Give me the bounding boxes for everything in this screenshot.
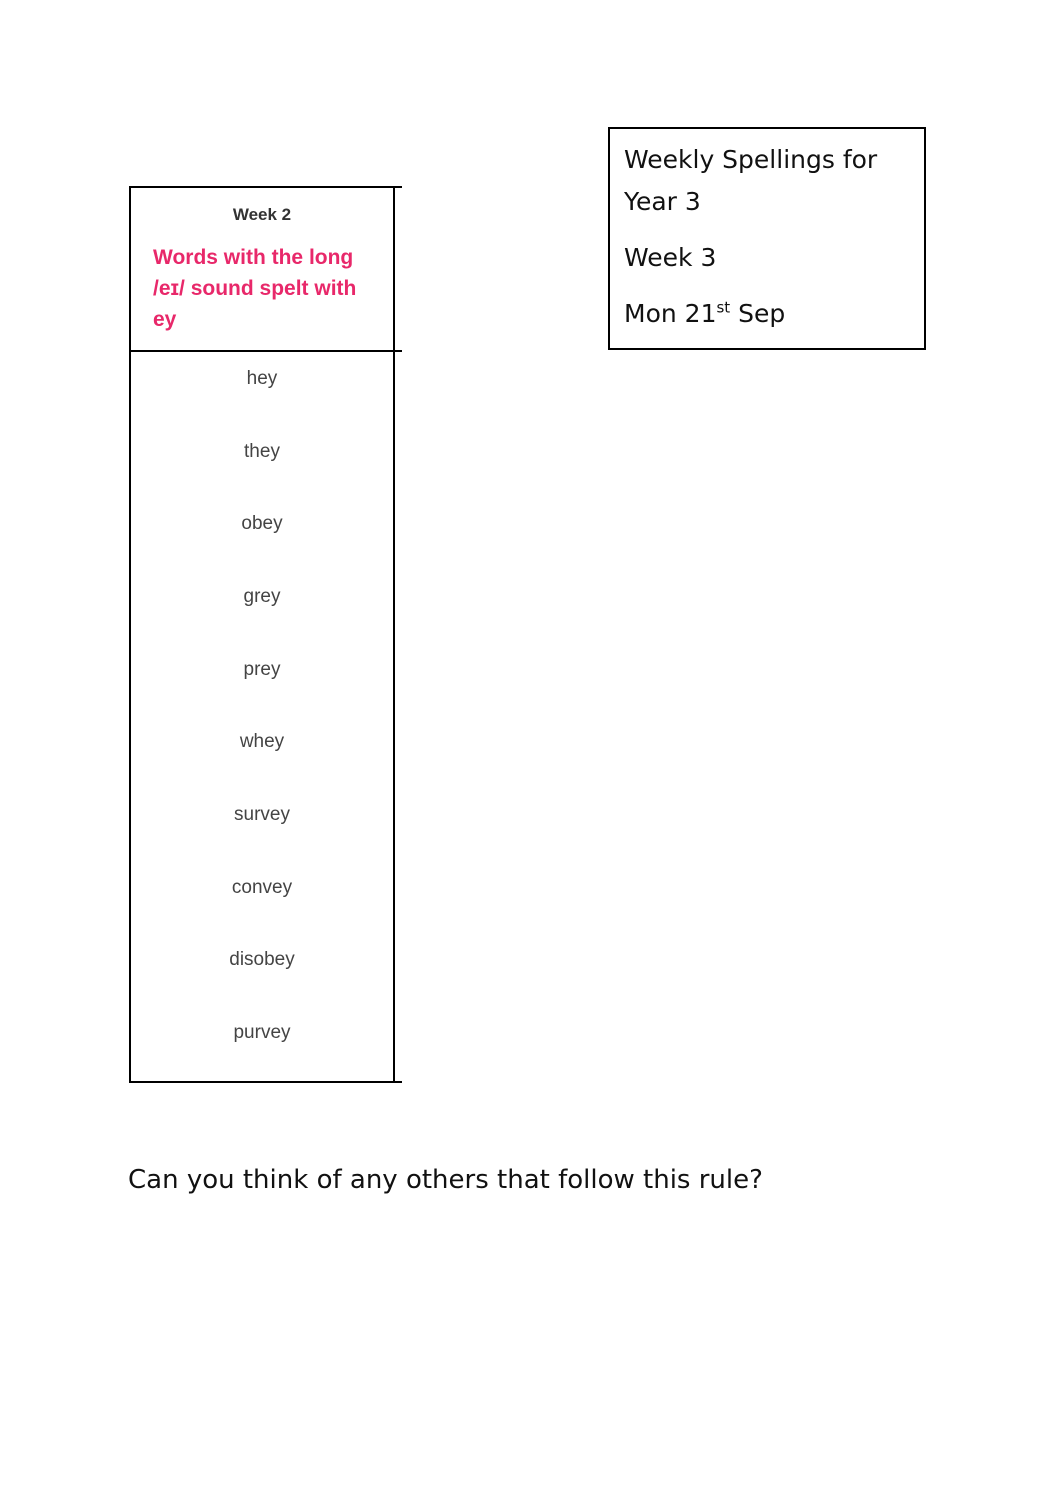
list-item: prey xyxy=(243,659,281,680)
list-item: grey xyxy=(243,586,281,607)
info-date-month: Sep xyxy=(730,299,786,328)
info-title-line2: Year 3 xyxy=(624,187,701,216)
table-header-divider xyxy=(129,350,402,352)
list-item: whey xyxy=(239,731,285,752)
week-label: Week 2 xyxy=(232,205,292,224)
info-week: Week 3 xyxy=(624,243,717,272)
list-item: obey xyxy=(241,513,283,534)
info-date-ordinal: st xyxy=(716,298,731,317)
info-date xyxy=(624,293,910,335)
spelling-rule: Words with the long /eɪ/ sound spelt with ey xyxy=(153,246,357,331)
table-border-right xyxy=(393,186,395,1083)
follow-up-question: Can you think of any others that follow this rule? xyxy=(128,1165,763,1195)
info-date-day: Mon 21 xyxy=(624,299,717,328)
spelling-table xyxy=(129,186,400,1083)
list-item: they xyxy=(244,441,280,462)
list-item: survey xyxy=(234,804,290,825)
table-header-cell xyxy=(131,188,393,350)
list-item: disobey xyxy=(229,949,295,970)
table-border-bottom xyxy=(129,1081,402,1083)
list-item: convey xyxy=(231,877,293,898)
list-item: hey xyxy=(246,368,278,389)
info-title-line1: Weekly Spellings for xyxy=(624,145,878,174)
weekly-spellings-info-box xyxy=(608,127,926,350)
list-item: purvey xyxy=(233,1022,291,1043)
